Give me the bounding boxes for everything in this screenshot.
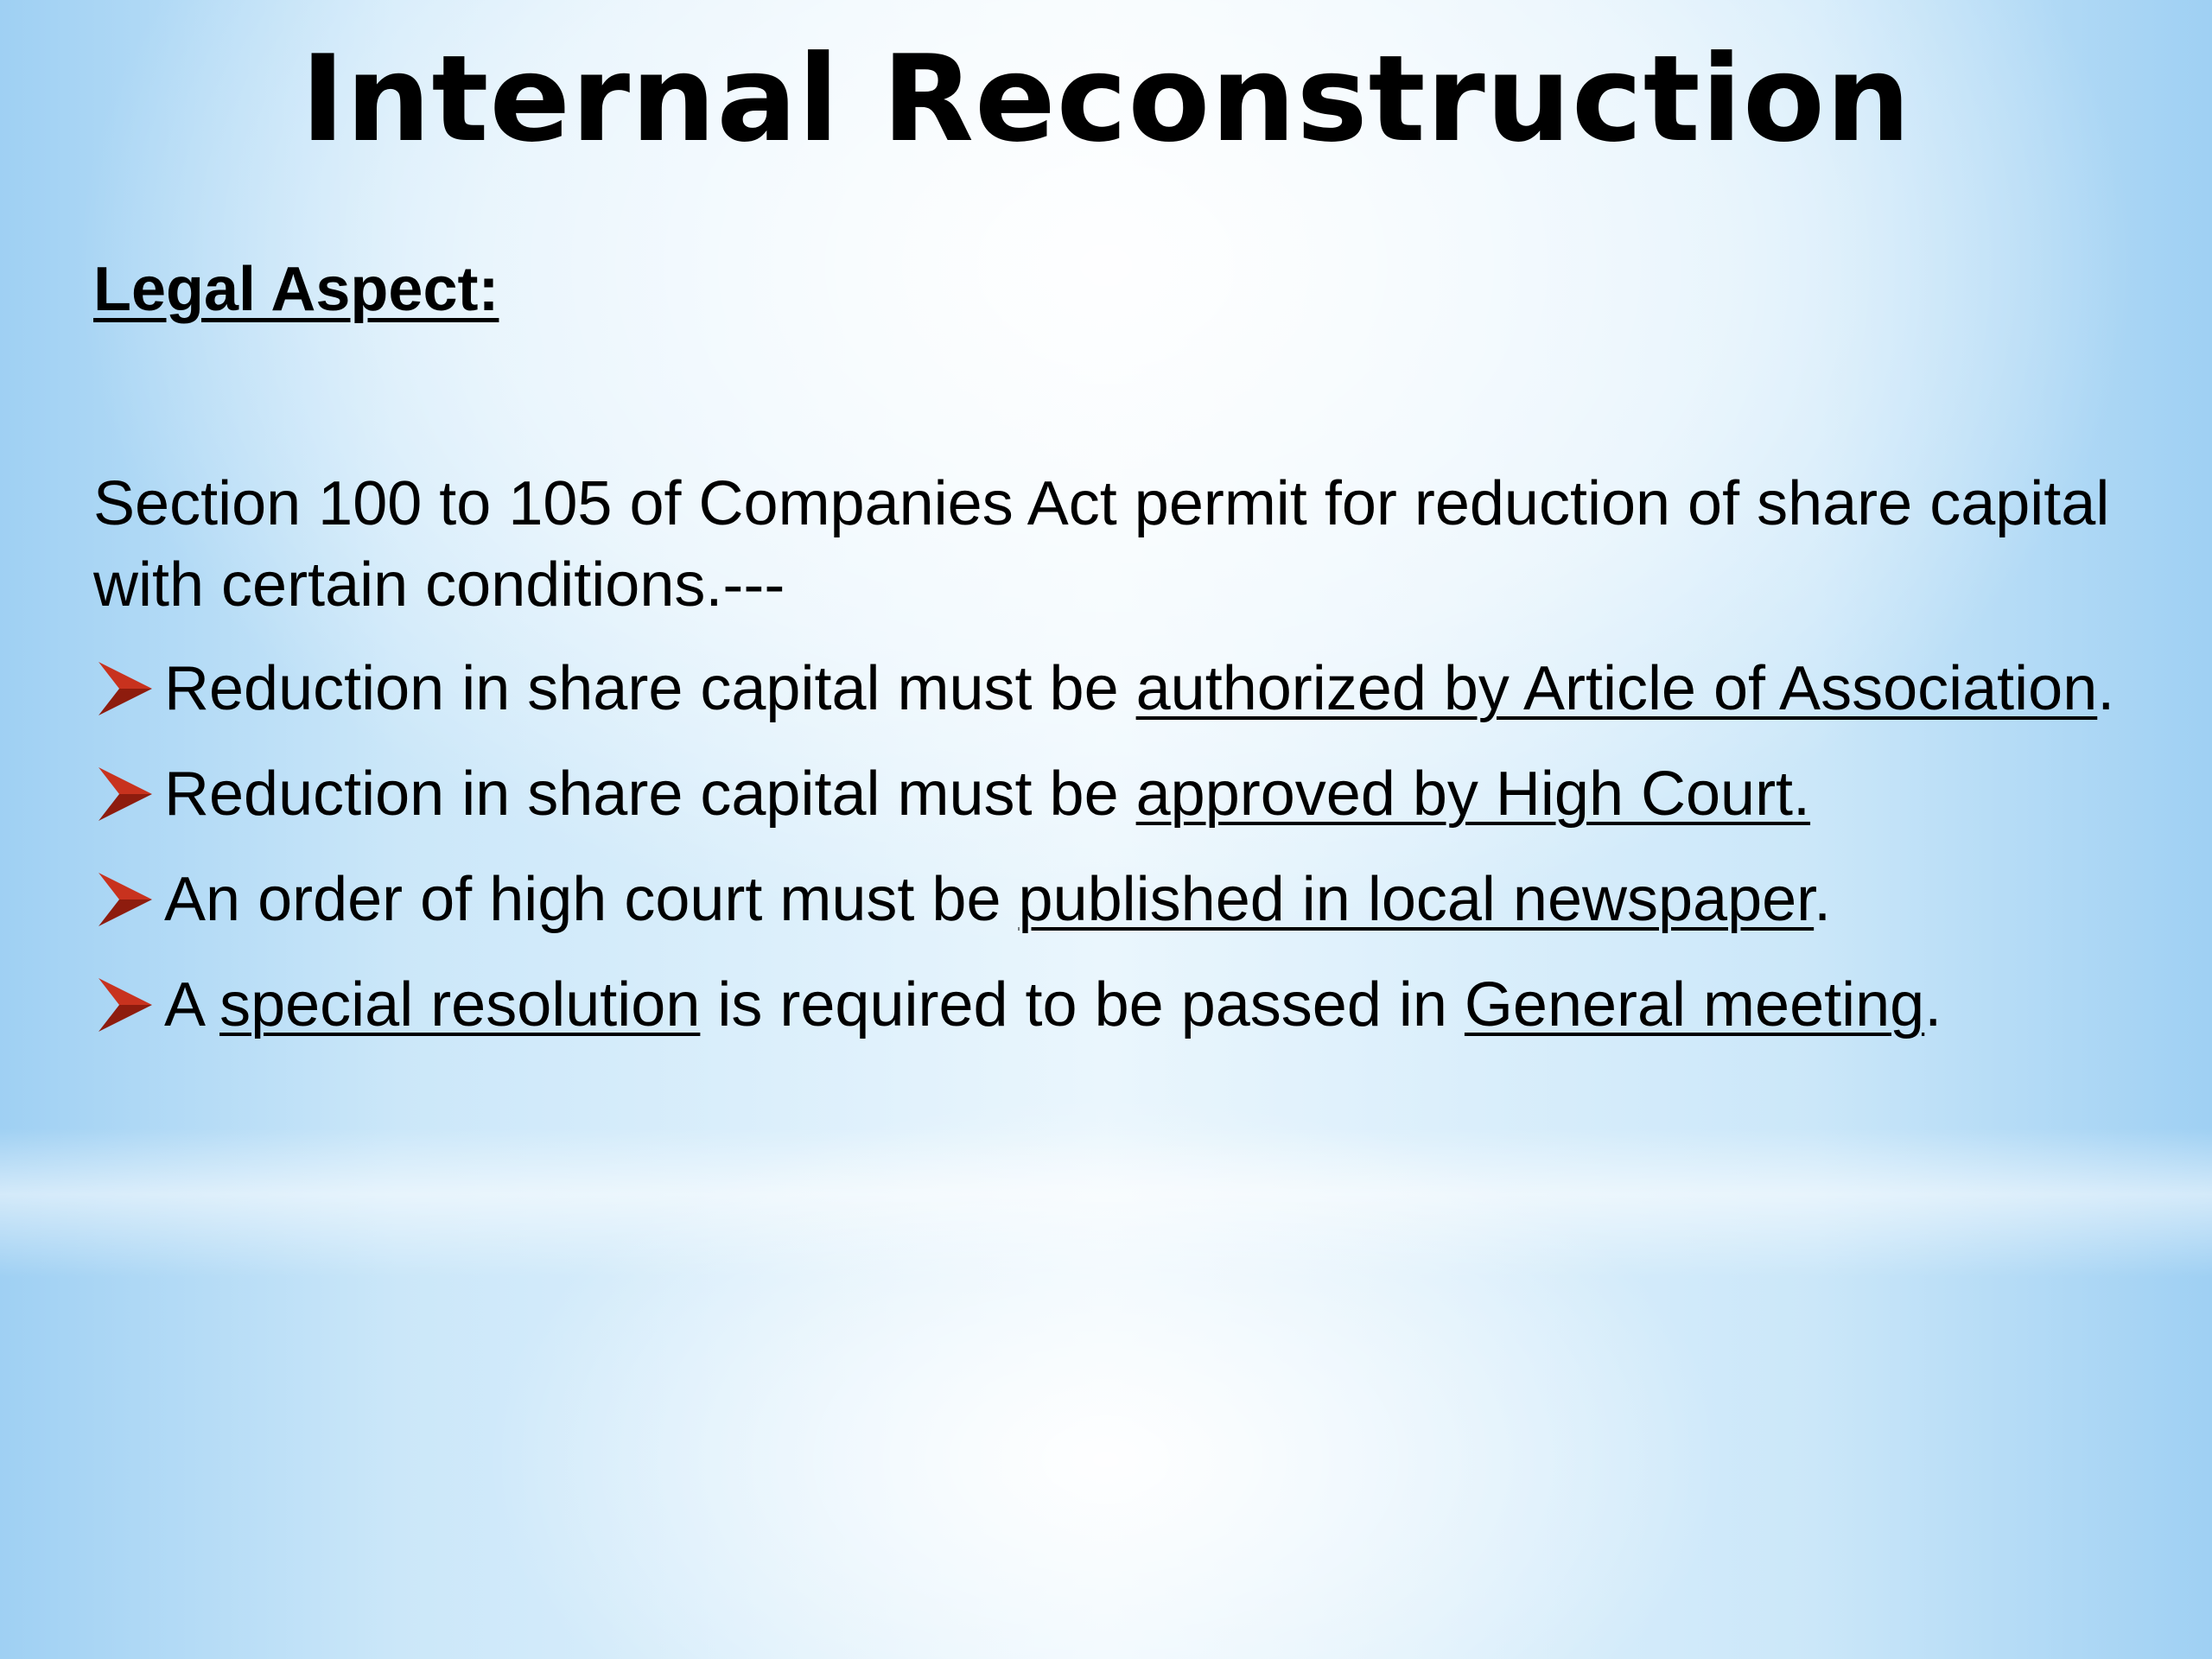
- bullet-emphasis: authorized by Article of Association: [1135, 654, 2098, 723]
- slide-title: Internal Reconstruction: [300, 29, 1912, 168]
- bullet-text: Reduction in share capital must be: [164, 654, 1136, 723]
- bullet-item: [93, 648, 2150, 729]
- bullet-emphasis: approved by High Court.: [1135, 760, 1811, 829]
- bullet-item: [93, 964, 2150, 1046]
- bullet-text: Reduction in share capital must be: [164, 760, 1136, 829]
- arrow-bullet-shape: [97, 766, 154, 823]
- arrow-bullet-icon: [97, 871, 154, 928]
- arrow-bullet-shape: [97, 660, 154, 717]
- arrow-bullet-shape: [97, 871, 154, 928]
- arrow-bullet-icon: [97, 660, 154, 717]
- section-heading: Legal Aspect:: [93, 255, 499, 324]
- arrow-bullet-shape: [97, 976, 154, 1033]
- bullet-emphasis: published in local newspaper: [1018, 865, 1815, 934]
- bullet-emphasis: special resolution: [219, 970, 701, 1039]
- bullet-list: [93, 648, 2150, 1070]
- bullet-item: [93, 859, 2150, 940]
- arrow-bullet-icon: [97, 766, 154, 823]
- bullet-emphasis: General meeting: [1464, 970, 1925, 1039]
- bullet-text: .: [1924, 970, 1942, 1039]
- bullet-text: .: [1814, 865, 1832, 934]
- bullet-text: An order of high court must be: [164, 865, 1019, 934]
- bullet-item: [93, 753, 2150, 835]
- bullet-text: .: [2097, 654, 2115, 723]
- bullet-text: is required to be passed in: [700, 970, 1465, 1039]
- arrow-bullet-icon: [97, 976, 154, 1033]
- intro-paragraph: Section 100 to 105 of Companies Act permit for reduction of share capital with certain conditions.---: [93, 469, 2110, 620]
- bullet-text: A: [164, 970, 220, 1039]
